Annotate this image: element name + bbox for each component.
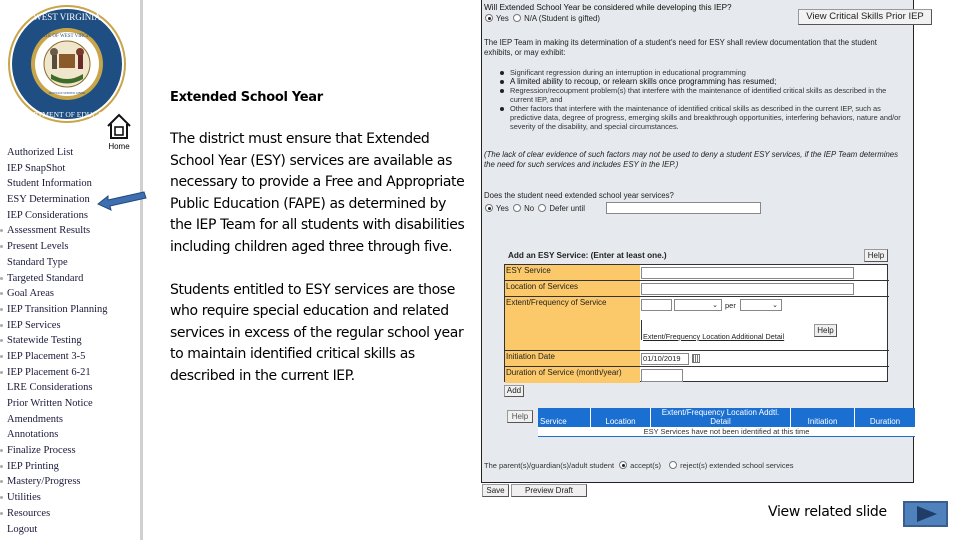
col-extent-frequency: Extent/Frequency Location Addtl. Detail — [651, 408, 791, 427]
expand-bullet-icon — [0, 339, 3, 342]
sidebar-divider — [140, 0, 143, 540]
parent-reject-label: reject(s) extended school services — [680, 461, 794, 470]
nav-item-annotations[interactable] — [0, 427, 108, 443]
need-no-label: No — [524, 204, 535, 213]
nav-item-label: IEP Printing — [7, 460, 59, 472]
nav-item-logout[interactable] — [0, 522, 108, 538]
home-label: Home — [108, 142, 130, 151]
nav-item-student-information[interactable] — [0, 176, 108, 192]
expand-bullet-icon — [0, 465, 3, 468]
slide-text — [170, 90, 470, 388]
extent-additional-detail-link[interactable]: Extent/Frequency Location Additional Detail — [641, 320, 784, 340]
duration-label: Duration of Service (month/year) — [505, 367, 640, 383]
nav-item-label: Prior Written Notice — [7, 398, 93, 409]
consider-na-label: N/A (Student is gifted) — [524, 14, 600, 23]
expand-bullet-icon — [0, 371, 3, 374]
col-initiation: Initiation — [791, 408, 855, 427]
expand-bullet-icon — [0, 229, 3, 232]
need-yes-label: Yes — [496, 204, 509, 213]
esy-need-options — [485, 204, 585, 213]
table-header — [538, 408, 915, 427]
nav-item-label: Mastery/Progress — [7, 476, 81, 488]
per-label: per — [725, 301, 736, 310]
nav-item-targeted-standard[interactable] — [0, 271, 108, 287]
calendar-icon[interactable] — [692, 354, 700, 363]
nav-item-iep-placement-6-21[interactable] — [0, 365, 108, 381]
criteria-item: Other factors that interfere with the maintenance of identified critical skills as described in the current IEP, such as predictive data, degree of progress, emerging skills and breakthrough opportunities, interfering behaviors, nature and/or severity of the disability, and special circumstances. — [498, 104, 910, 131]
nav-item-label: IEP SnapShot — [7, 162, 66, 174]
table-help-button[interactable]: Help — [507, 410, 533, 423]
expand-bullet-icon — [0, 308, 3, 311]
chevron-down-icon: ⌄ — [712, 302, 718, 309]
parent-accept-label: accept(s) — [630, 461, 662, 470]
parent-reject-radio[interactable] — [669, 461, 677, 469]
nav-item-label: Logout — [7, 523, 38, 535]
svg-text:STATE OF WEST VIRGINIA: STATE OF WEST VIRGINIA — [36, 34, 98, 39]
nav-item-assessment-results[interactable] — [0, 223, 108, 239]
expand-bullet-icon — [0, 355, 3, 358]
extent-period-select[interactable] — [740, 299, 782, 311]
extent-frequency-label: Extent/Frequency of Service — [505, 297, 640, 350]
expand-bullet-icon — [0, 245, 3, 248]
nav-item-label: IEP Placement 6-21 — [7, 366, 91, 378]
defer-until-input[interactable] — [606, 202, 761, 214]
slide-heading: Extended School Year — [170, 90, 323, 105]
nav-item-resources[interactable] — [0, 506, 108, 522]
nav-item-prior-written-notice[interactable] — [0, 396, 108, 412]
nav-item-label: Statewide Testing — [7, 335, 82, 347]
location-of-services-label: Location of Services — [505, 281, 640, 296]
duration-input[interactable] — [641, 369, 683, 382]
nav-item-finalize-process[interactable] — [0, 443, 108, 459]
svg-text:WEST VIRGINIA: WEST VIRGINIA — [33, 12, 101, 22]
parent-response-label: The parent(s)/guardian(s)/adult student — [484, 461, 615, 470]
nav-item-label: Standard Type — [7, 256, 68, 268]
parent-response — [484, 461, 794, 470]
slide-paragraph-2: Students entitled to ESY services are those who require special education and related services in excess of the regular school year to maintain identified critical skills as described in the current IEP. — [170, 281, 464, 384]
iep-navigation-sidebar — [0, 0, 142, 540]
home-button[interactable] — [105, 113, 133, 151]
nav-item-esy-determination[interactable] — [0, 192, 108, 208]
need-defer-label: Defer until — [549, 204, 585, 213]
nav-item-label: IEP Transition Planning — [7, 303, 108, 315]
nav-item-utilities[interactable] — [0, 490, 108, 506]
nav-item-iep-services[interactable] — [0, 318, 108, 334]
location-of-services-input[interactable] — [641, 283, 854, 295]
initiation-date-label: Initiation Date — [505, 351, 640, 366]
nav-item-label: Authorized List — [7, 147, 74, 158]
extent-amount-input[interactable] — [641, 299, 672, 311]
esy-service-label: ESY Service — [505, 265, 640, 280]
nav-item-label: Student Information — [7, 178, 92, 190]
wv-department-of-education-seal — [6, 4, 128, 124]
add-esy-help-button[interactable]: Help — [864, 249, 888, 262]
svg-text:MONTANI SEMPER LIBERI: MONTANI SEMPER LIBERI — [48, 91, 86, 95]
esy-need-question: Does the student need extended school year services? — [484, 191, 674, 200]
esy-services-table — [538, 408, 915, 437]
nav-item-label: IEP Services — [7, 319, 61, 331]
esy-consider-question: Will Extended School Year be considered while developing this IEP? — [484, 3, 732, 12]
add-esy-service-title: Add an ESY Service: (Enter at least one.) — [508, 251, 667, 260]
extent-unit-select[interactable] — [674, 299, 722, 311]
nav-item-label: LRE Considerations — [7, 382, 93, 394]
consider-yes-label: Yes — [496, 14, 509, 23]
pointer-arrow-icon — [96, 188, 148, 212]
esy-review-intro: The IEP Team in making its determination of a student's need for ESY shall review documentation that the student exhibits, or may exhibit: — [484, 38, 877, 57]
slide-paragraph-1: The district must ensure that Extended School Year (ESY) services are available as necessary to provide a Free and Appropriate Public Education (FAPE) as determined by the IEP Team for all students with disabilities including children aged three through five. — [170, 131, 465, 255]
esy-consider-options — [485, 14, 600, 23]
nav-item-authorized-list[interactable] — [0, 145, 108, 161]
view-related-slide-label: View related slide — [768, 504, 887, 520]
criteria-item: Significant regression during an interruption in educational programming — [498, 68, 910, 77]
add-service-button[interactable]: Add — [504, 385, 524, 397]
view-critical-skills-button[interactable]: View Critical Skills Prior IEP — [798, 9, 932, 25]
need-defer-radio[interactable] — [538, 204, 546, 212]
save-button[interactable]: Save — [482, 484, 509, 497]
criteria-item: A limited ability to recoup, or relearn skills once programming has resumed; — [498, 77, 910, 86]
table-empty-message: ESY Services have not been identified at this time — [538, 427, 915, 437]
col-service: Service — [538, 408, 591, 427]
expand-bullet-icon — [0, 277, 3, 280]
nav-item-label: Targeted Standard — [7, 272, 84, 284]
nav-item-amendments[interactable] — [0, 412, 108, 428]
nav-menu — [0, 145, 108, 537]
expand-bullet-icon — [0, 512, 3, 515]
view-related-slide-button[interactable] — [903, 501, 948, 527]
nav-item-label: IEP Placement 3-5 — [7, 350, 86, 362]
criteria-item: Regression/recoupment problem(s) that interfere with the maintenance of identified critical skills as described in the current IEP, and — [498, 86, 910, 104]
nav-item-iep-snapshot[interactable] — [0, 161, 108, 177]
nav-item-label: Amendments — [7, 413, 63, 425]
col-location: Location — [591, 408, 651, 427]
nav-item-statewide-testing[interactable] — [0, 333, 108, 349]
expand-bullet-icon — [0, 292, 3, 295]
nav-item-label: Annotations — [7, 429, 59, 441]
add-esy-service-form — [504, 264, 888, 382]
expand-bullet-icon — [0, 449, 3, 452]
nav-item-label: ESY Determination — [7, 194, 90, 206]
nav-item-present-levels[interactable] — [0, 239, 108, 255]
nav-item-iep-placement-3-5[interactable] — [0, 349, 108, 365]
need-yes-radio[interactable] — [485, 204, 493, 212]
chevron-down-icon: ⌄ — [772, 302, 778, 309]
esy-note: (The lack of clear evidence of such factors may not be used to deny a student ESY services, if the IEP Team determines the need for such services and includes ESY in the IEP.) — [484, 150, 899, 169]
preview-draft-button[interactable]: Preview Draft — [511, 484, 587, 497]
nav-item-label: Utilities — [7, 492, 41, 504]
parent-accept-radio[interactable] — [619, 461, 627, 469]
nav-item-goal-areas[interactable] — [0, 286, 108, 302]
play-icon — [917, 506, 937, 522]
initiation-date-input[interactable]: 01/10/2019 — [641, 353, 689, 365]
home-icon — [106, 113, 132, 139]
svg-text:DEPARTMENT OF EDUCATION: DEPARTMENT OF EDUCATION — [14, 110, 120, 119]
nav-item-label: Finalize Process — [7, 445, 76, 457]
nav-item-label: Present Levels — [7, 241, 69, 253]
nav-item-iep-transition-planning[interactable] — [0, 302, 108, 318]
nav-item-label: IEP Considerations — [7, 209, 88, 221]
extent-help-button[interactable]: Help — [814, 324, 837, 337]
col-duration: Duration — [869, 417, 901, 426]
esy-criteria-list — [498, 68, 910, 131]
esy-determination-screen — [481, 0, 924, 483]
nav-item-lre-considerations[interactable] — [0, 380, 108, 396]
consider-na-radio[interactable] — [513, 14, 521, 22]
expand-bullet-icon — [0, 496, 3, 499]
need-no-radio[interactable] — [513, 204, 521, 212]
nav-item-mastery-progress[interactable] — [0, 474, 108, 490]
esy-service-input[interactable] — [641, 267, 854, 279]
expand-bullet-icon — [0, 324, 3, 327]
expand-bullet-icon — [0, 480, 3, 483]
nav-item-label: Goal Areas — [7, 288, 54, 300]
nav-item-iep-considerations[interactable] — [0, 208, 108, 224]
nav-item-label: Resources — [7, 507, 51, 519]
consider-yes-radio[interactable] — [485, 14, 493, 22]
nav-item-iep-printing[interactable] — [0, 459, 108, 475]
nav-item-label: Assessment Results — [7, 225, 91, 237]
nav-item-standard-type[interactable] — [0, 255, 108, 271]
